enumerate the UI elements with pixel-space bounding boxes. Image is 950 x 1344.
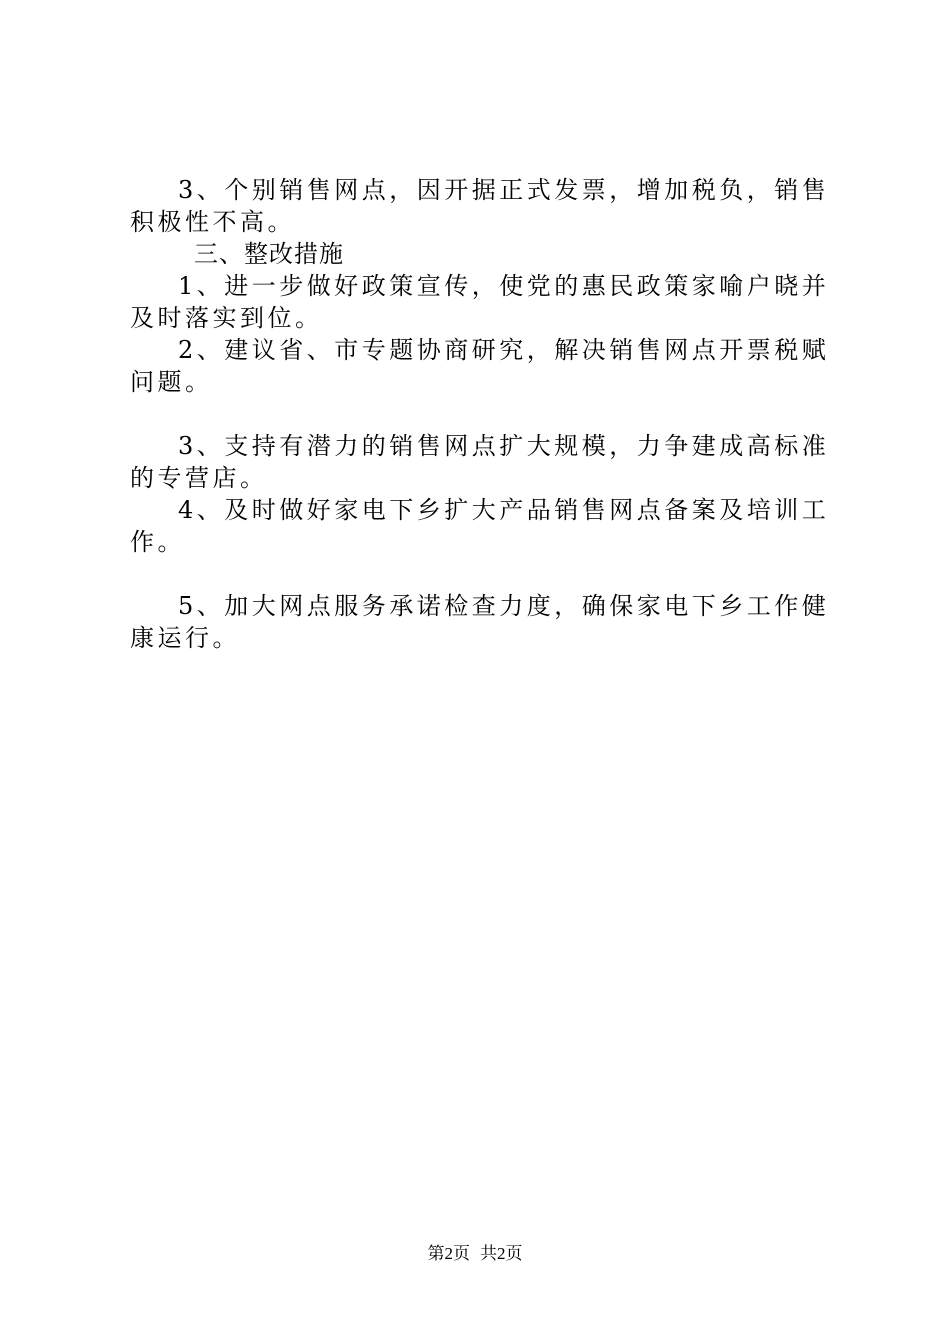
paragraph-measure-4: 4、及时做好家电下乡扩大产品销售网点备案及培训工作。	[130, 496, 830, 556]
page-footer	[0, 1243, 950, 1265]
paragraph-item-3-sales-outlets: 3、个别销售网点，因开据正式发票，增加税负，销售积极性不高。	[130, 176, 830, 236]
paragraph-spacer	[130, 558, 850, 590]
section-heading-rectification: 三、整改措施	[194, 240, 344, 268]
paragraph-measure-2: 2、建议省、市专题协商研究，解决销售网点开票税赋问题。	[130, 336, 830, 396]
paragraph-measure-3: 3、支持有潜力的销售网点扩大规模，力争建成高标准的专营店。	[130, 432, 830, 492]
paragraph-spacer	[130, 398, 850, 430]
paragraph-measure-5: 5、加大网点服务承诺检查力度，确保家电下乡工作健康运行。	[130, 592, 830, 652]
page-number-current: 第2页	[427, 1244, 470, 1263]
paragraph-measure-1: 1、进一步做好政策宣传，使党的惠民政策家喻户晓并及时落实到位。	[130, 272, 830, 332]
page-number-total: 共2页	[480, 1244, 523, 1263]
document-body	[130, 174, 850, 654]
